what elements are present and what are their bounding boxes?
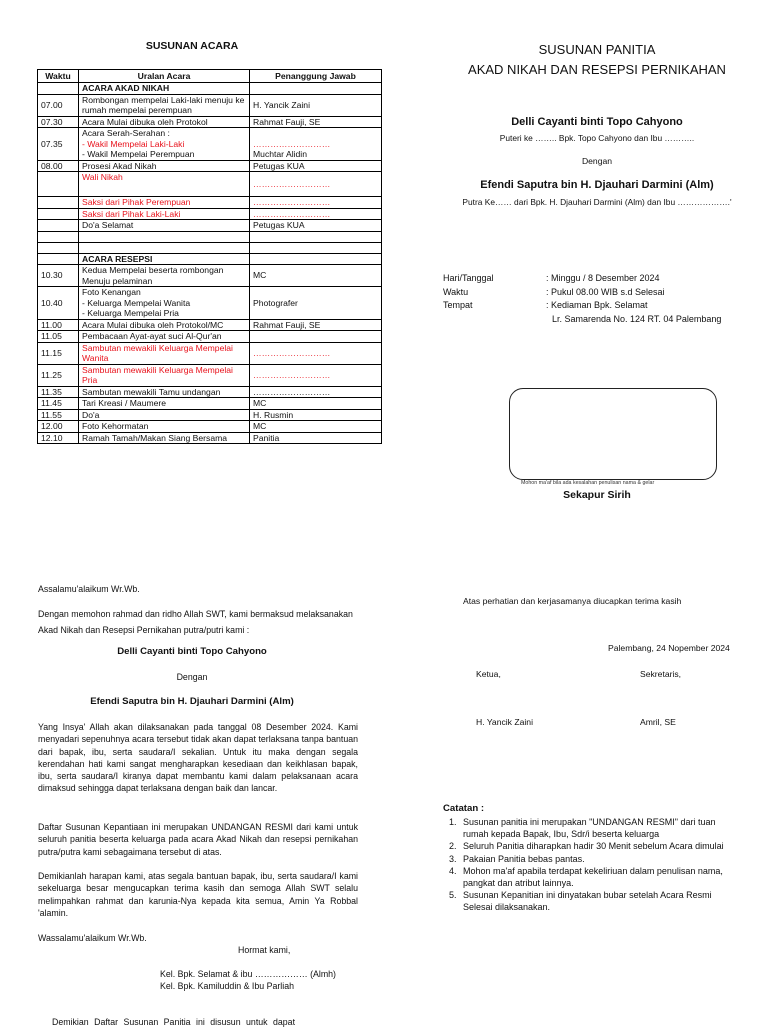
ketua-label: Ketua, bbox=[476, 669, 501, 679]
schedule-event-line: - Keluarga Mempelai Pria bbox=[82, 308, 179, 318]
schedule-time: 11.00 bbox=[38, 319, 79, 331]
schedule-time: 07.30 bbox=[38, 116, 79, 128]
note-item: 5. Susunan Kepanitian ini dinyatakan bubar setelah Acara Resmi Selesai dilaksanakan. bbox=[459, 889, 743, 913]
detail-value: : Minggu / 8 Desember 2024 bbox=[546, 273, 660, 283]
ketua-name: H. Yancik Zaini bbox=[476, 717, 533, 727]
schedule-time: 11.55 bbox=[38, 409, 79, 421]
schedule-row bbox=[38, 287, 382, 320]
detail-row bbox=[443, 286, 763, 300]
schedule-pic: ……………………… bbox=[250, 172, 382, 197]
letter-signature-2: Kel. Bpk. Kamiluddin & Ibu Parliah bbox=[160, 981, 294, 991]
letter-bride-name: Delli Cayanti binti Topo Cahyono bbox=[117, 646, 267, 657]
right-bride-sub: Puteri ke …….. Bpk. Topo Cahyono dan Ibu ……….. bbox=[499, 133, 695, 143]
schedule-pic: Rahmat Fauji, SE bbox=[250, 319, 382, 331]
schedule-time bbox=[38, 172, 79, 197]
sekretaris-name: Amril, SE bbox=[640, 717, 676, 727]
schedule-time bbox=[38, 197, 79, 209]
schedule-pic-line: ……………………… bbox=[253, 138, 331, 149]
schedule-time bbox=[38, 208, 79, 220]
schedule-event: Ramah Tamah/Makan Siang Bersama bbox=[79, 432, 250, 444]
right-title-2: AKAD NIKAH DAN RESEPSI PERNIKAHAN bbox=[468, 62, 726, 77]
schedule-row bbox=[38, 208, 382, 220]
detail-row bbox=[443, 299, 763, 313]
schedule-event: Prosesi Akad Nikah bbox=[79, 160, 250, 172]
schedule-time: 07.00 bbox=[38, 94, 79, 116]
detail-row bbox=[443, 313, 763, 327]
right-bride-name: Delli Cayanti binti Topo Cahyono bbox=[511, 116, 683, 128]
schedule-event bbox=[79, 242, 250, 253]
schedule-row bbox=[38, 160, 382, 172]
schedule-event-line: - Keluarga Mempelai Wanita bbox=[82, 297, 191, 308]
detail-label: Hari/Tanggal bbox=[443, 273, 494, 283]
header-time: Waktu bbox=[38, 70, 79, 83]
schedule-body bbox=[38, 83, 382, 444]
schedule-event-line: - Wakil Mempelai Laki-Laki bbox=[82, 138, 185, 149]
schedule-row bbox=[38, 197, 382, 209]
schedule-row bbox=[38, 409, 382, 421]
schedule-time bbox=[38, 220, 79, 232]
schedule-row bbox=[38, 331, 382, 343]
schedule-pic: Rahmat Fauji, SE bbox=[250, 116, 382, 128]
schedule-event: Pembacaan Ayat-ayat suci Al-Qur'an bbox=[79, 331, 250, 343]
note-item: 3. Pakaian Panitia bebas pantas. bbox=[459, 853, 743, 865]
schedule-row bbox=[38, 220, 382, 232]
schedule-event: Acara Mulai dibuka oleh Protokol bbox=[79, 116, 250, 128]
schedule-event: Foto Kehormatan bbox=[79, 421, 250, 433]
schedule-event: ACARA RESEPSI bbox=[79, 253, 250, 265]
schedule-row bbox=[38, 432, 382, 444]
schedule-row bbox=[38, 319, 382, 331]
schedule-row bbox=[38, 364, 382, 386]
schedule-time: 07.35 bbox=[38, 128, 79, 161]
schedule-event-line: Acara Serah-Serahan : bbox=[82, 128, 170, 138]
schedule-pic: MC bbox=[250, 398, 382, 410]
detail-row bbox=[443, 272, 763, 286]
schedule-time: 10.40 bbox=[38, 287, 79, 320]
schedule-pic: ……………………… bbox=[250, 386, 382, 398]
schedule-event: Sambutan mewakili Keluarga Mempelai Wanita bbox=[79, 342, 250, 364]
schedule-pic: ……………………… bbox=[250, 208, 382, 220]
schedule-event bbox=[79, 231, 250, 242]
right-title-1: SUSUNAN PANITIA bbox=[538, 42, 656, 57]
schedule-pic: MC bbox=[250, 421, 382, 433]
schedule-table bbox=[37, 69, 382, 444]
schedule-time: 11.05 bbox=[38, 331, 79, 343]
letter-intro: Dengan memohon rahmad dan ridho Allah SWT, kami bermaksud melaksanakan Akad Nikah dan Resepsi Pernikahan putra/putri kami : bbox=[38, 609, 353, 635]
note-item: 4. Mohon ma'af apabila terdapat kekeliriuan dalam penulisan nama, pangkat dan atribut lainnya. bbox=[459, 865, 743, 889]
schedule-event: Acara Mulai dibuka oleh Protokol/MC bbox=[79, 319, 250, 331]
schedule-pic: H. Rusmin bbox=[250, 409, 382, 421]
schedule-event-line: Foto Kenangan bbox=[82, 287, 141, 297]
header-event: Uralan Acara bbox=[79, 70, 250, 83]
detail-label bbox=[443, 313, 552, 327]
notes-title: Catatan : bbox=[443, 803, 485, 814]
schedule-row bbox=[38, 172, 382, 197]
right-groom-sub: Putra Ke…… dari Bpk. H. Djauhari Darmini (Alm) dan Ibu ……………….' bbox=[462, 197, 732, 207]
right-with: Dengan bbox=[581, 156, 613, 166]
schedule-pic bbox=[250, 242, 382, 253]
letter-closing: Wassalamu'alaikum Wr.Wb. bbox=[38, 933, 147, 943]
letter-footer: Demikian Daftar Susunan Panitia ini disusun untuk dapat bbox=[52, 1017, 296, 1027]
letter-paragraph-2: Daftar Susunan Kepantiaan ini merupakan UNDANGAN RESMI dari kami untuk seluruh panitia beserta keluarga pada acara Akad Nikah dan resepsi pernikahan putra/putra kami sebagaimana tersebut di atas. bbox=[38, 822, 358, 857]
schedule-time: 08.00 bbox=[38, 160, 79, 172]
schedule-event: Tari Kreasi / Maumere bbox=[79, 398, 250, 410]
schedule-row bbox=[38, 421, 382, 433]
header-pic: Penanggung Jawab bbox=[250, 70, 382, 83]
schedule-event: Saksi dari Pihak Laki-Laki bbox=[79, 208, 250, 220]
schedule-row bbox=[38, 83, 382, 95]
schedule-time bbox=[38, 83, 79, 95]
schedule-row bbox=[38, 128, 382, 161]
thanks-text: Atas perhatian dan kerjasamanya diucapkan terima kasih bbox=[463, 596, 682, 606]
schedule-pic: Panitia bbox=[250, 432, 382, 444]
sekapur-sirih-title: Sekapur Sirih bbox=[563, 489, 631, 501]
letter-greeting: Assalamu'alaikum Wr.Wb. bbox=[38, 584, 140, 594]
schedule-row bbox=[38, 265, 382, 287]
name-box-caption: Mohon ma'af bila ada kesalahan penulisan nama & gelar bbox=[521, 480, 655, 486]
schedule-row bbox=[38, 342, 382, 364]
letter-with: Dengan bbox=[176, 672, 208, 682]
schedule-time: 11.35 bbox=[38, 386, 79, 398]
schedule-row bbox=[38, 242, 382, 253]
detail-value: : Pukul 08.00 WIB s.d Selesai bbox=[546, 286, 665, 297]
note-item: 2. Seluruh Panitia diharapkan hadir 30 Menit sebelum Acara dimulai bbox=[459, 840, 743, 852]
detail-value: Lr. Samarenda No. 124 RT. 04 Palembang bbox=[552, 313, 722, 324]
schedule-pic bbox=[250, 128, 382, 161]
schedule-event: Sambutan mewakili Tamu undangan bbox=[79, 386, 250, 398]
detail-label: Waktu bbox=[443, 286, 469, 297]
notes-list-wrap bbox=[443, 816, 743, 914]
schedule-row bbox=[38, 386, 382, 398]
schedule-row bbox=[38, 398, 382, 410]
event-details bbox=[443, 272, 763, 326]
schedule-title: SUSUNAN ACARA bbox=[145, 40, 239, 52]
letter-groom-name: Efendi Saputra bin H. Djauhari Darmini (Alm) bbox=[90, 696, 294, 707]
letter-paragraph-3: Demikianlah harapan kami, atas segala bantuan bapak, ibu, serta saudara/I kami sekeluarga besar mengucapkan terima kasih dan semoga Allah SWT selalu melimpahkan rahmat dan karunia-Nya kepada kita semua, Amin Ya Robbal 'alamin. bbox=[38, 871, 358, 918]
note-item: 1. Susunan panitia ini merupakan "UNDANGAN RESMI" dari tuan rumah kepada Bapak, Ibu, Sdr/i beserta keluarga bbox=[459, 816, 743, 840]
schedule-event: Saksi dari Pihak Perempuan bbox=[79, 197, 250, 209]
schedule-row bbox=[38, 116, 382, 128]
letter-signature-1: Kel. Bpk. Selamat & ibu ……………… (Almh) bbox=[160, 969, 336, 979]
schedule-time: 12.00 bbox=[38, 421, 79, 433]
schedule-event bbox=[79, 128, 250, 161]
schedule-pic bbox=[250, 331, 382, 343]
schedule-event: Do'a Selamat bbox=[79, 220, 250, 232]
letter-regards: Hormat kami, bbox=[238, 945, 291, 955]
schedule-pic bbox=[250, 253, 382, 265]
schedule-pic: ……………………… bbox=[250, 342, 382, 364]
schedule-pic: Petugas KUA bbox=[250, 160, 382, 172]
schedule-pic: ……………………… bbox=[250, 364, 382, 386]
schedule-pic: MC bbox=[250, 265, 382, 287]
schedule-event: ACARA AKAD NIKAH bbox=[79, 83, 250, 95]
schedule-pic-line bbox=[253, 128, 378, 139]
detail-value: : Kediaman Bpk. Selamat bbox=[546, 300, 648, 310]
schedule-event-line: - Wakil Mempelai Perempuan bbox=[82, 149, 195, 159]
schedule-time: 11.15 bbox=[38, 342, 79, 364]
schedule-event: Rombongan mempelai Laki-laki menuju ke rumah mempelai perempuan bbox=[79, 94, 250, 116]
notes-list bbox=[443, 816, 743, 914]
schedule-time: 10.30 bbox=[38, 265, 79, 287]
schedule-time: 11.25 bbox=[38, 364, 79, 386]
schedule-time bbox=[38, 242, 79, 253]
schedule-event: Sambutan mewakili Keluarga Mempelai Pria bbox=[79, 364, 250, 386]
schedule-row bbox=[38, 253, 382, 265]
schedule-event: Do'a bbox=[79, 409, 250, 421]
schedule-pic: H. Yancik Zaini bbox=[250, 94, 382, 116]
schedule-time: 11.45 bbox=[38, 398, 79, 410]
schedule-pic: Photografer bbox=[250, 287, 382, 320]
place-date: Palembang, 24 Nopember 2024 bbox=[608, 643, 730, 653]
schedule-row bbox=[38, 231, 382, 242]
name-box bbox=[509, 388, 717, 480]
right-groom-name: Efendi Saputra bin H. Djauhari Darmini (Alm) bbox=[480, 179, 714, 191]
schedule-event: Kedua Mempelai beserta rombongan Menuju pelaminan bbox=[79, 265, 250, 287]
schedule-row bbox=[38, 94, 382, 116]
schedule-event bbox=[79, 287, 250, 320]
schedule-event: Wali Nikah bbox=[79, 172, 250, 197]
schedule-header-row bbox=[38, 70, 382, 83]
schedule-time: 12.10 bbox=[38, 432, 79, 444]
schedule-pic bbox=[250, 231, 382, 242]
schedule-pic bbox=[250, 83, 382, 95]
sekretaris-label: Sekretaris, bbox=[640, 669, 682, 679]
schedule-pic: ……………………… bbox=[250, 197, 382, 209]
schedule-pic-line: Muchtar Alidin bbox=[253, 149, 307, 159]
schedule-time bbox=[38, 231, 79, 242]
schedule-pic: Petugas KUA bbox=[250, 220, 382, 232]
schedule-time bbox=[38, 253, 79, 265]
letter-paragraph-1: Yang Insya' Allah akan dilaksanakan pada tanggal 08 Desember 2024. Kami menyadari sepenuhnya acara tersebut tidak akan dapat terlaksana tanpa bantuan dari bapak, ibu, serta saudara/I sekalian. Untuk itu maka dengan segala kerendahan hati kami sangat mengharapkan kesediaan dan keikhlasan bapak, ibu, serta saudara/I kiranya dapat membantu kami dalam pelaksanaan acara dimaksud sehingga dapat terlaksana dengan baik dan lancar. bbox=[38, 722, 358, 794]
detail-label: Tempat bbox=[443, 300, 473, 310]
